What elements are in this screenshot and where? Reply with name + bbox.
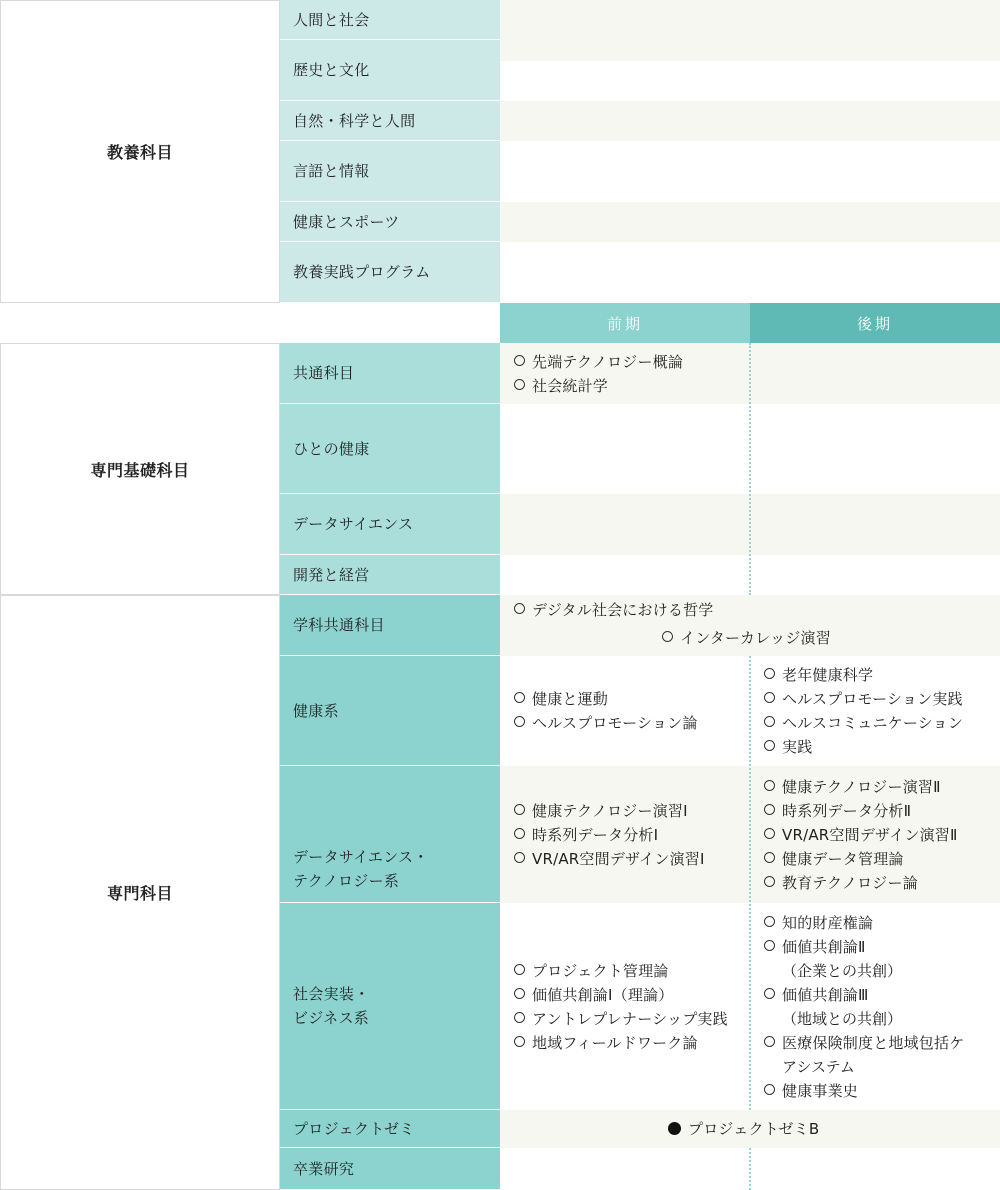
column-header-kouki [750,303,1000,343]
course-item: 時系列データ分析Ⅰ [512,823,748,847]
subject-shizen-kagaku [280,101,500,141]
column-divider [749,1148,751,1190]
column-header-label: 前期 [606,314,643,333]
column-divider [749,343,751,595]
content-row-bg [500,101,1000,141]
cell-kenko-zenki [512,656,748,766]
course-item: インターカレッジ演習 [660,626,880,650]
subject-label: 学科共通科目 [293,616,385,634]
subject-label: データサイエンス [293,515,414,533]
subject-label: 卒業研究 [293,1159,355,1178]
column-header-label: 後期 [856,314,893,333]
subject-label: 開発と経営 [293,565,370,584]
subject-label: 教養実践プログラム [293,263,431,281]
group-senmon-label: 専門科目 [106,884,173,903]
subject-label: 歴史と文化 [293,61,370,79]
cell-kenko-kouki [762,656,998,766]
group-senmon [0,595,280,1190]
course-item: 価値共創論Ⅰ（理論） [512,983,748,1007]
course-item: ヘルスコミュニケーション [762,711,998,735]
subject-label: 健康とスポーツ [293,212,400,231]
course-item-continued: （企業との共創） [782,961,903,980]
cell-shakai-kouki [762,903,998,1110]
column-divider [749,656,751,1110]
course-item-continued: 実践 [762,735,998,759]
cell-data-zenki [512,766,748,903]
subject-hito-kenko [280,404,500,494]
group-senmon-kiso [0,343,280,595]
cell-gakka-zenki [512,598,748,622]
course-item: アントレプレナーシップ実践 [512,1007,748,1031]
cell-shakai-zenki [512,903,748,1110]
course-item: 健康と運動 [512,687,748,711]
subject-label: 共通科目 [293,364,355,382]
group-kyoyo [0,0,280,303]
course-item-continued: アシステム [782,1057,855,1076]
subject-label: 人間と社会 [293,10,370,29]
subject-kenko-kei [280,656,500,766]
cell-zemi-span [668,1117,888,1141]
subject-label: 社会実装・ ビジネス系 [293,985,370,1027]
course-item-continued: （地域との共創） [782,1009,903,1028]
subject-label: 言語と情報 [293,162,370,180]
content-row-bg [500,0,1000,61]
subject-kenko-sports [280,202,500,242]
course-item: VR/AR空間デザイン演習Ⅰ [512,847,748,871]
subject-kaihatsu-keiei [280,555,500,595]
subject-ningen-shakai [280,0,500,40]
subject-label: 自然・科学と人間 [293,111,416,130]
column-header-zenki [500,303,750,343]
course-item: ヘルスプロモーション論 [512,711,748,735]
subject-label: ひとの健康 [293,439,370,458]
course-item: 健康テクノロジー演習Ⅱ [762,775,998,799]
subject-rekishi-bunka [280,40,500,101]
course-item: 地域フィールドワーク論 [512,1031,748,1055]
course-item-required: プロジェクトゼミB [668,1117,888,1141]
cell-gakka-span [660,626,880,650]
subject-label: データサイエンス・ テクノロジー系 [293,848,429,890]
course-item: デジタル社会における哲学 [512,598,748,622]
group-kyoyo-label: 教養科目 [106,143,173,162]
course-item: 医療保険制度と地域包括ケ [762,1031,998,1055]
course-item: 教育テクノロジー論 [762,871,998,895]
subject-data-science [280,494,500,555]
cell-data-kouki [762,766,998,903]
course-item: 価値共創論Ⅱ [762,935,998,959]
course-item: 先端テクノロジー概論 [512,350,748,374]
course-item: プロジェクト管理論 [512,959,748,983]
course-item: 健康事業史 [762,1079,998,1103]
course-item: VR/AR空間デザイン演習Ⅱ [762,823,998,847]
subject-label: プロジェクトゼミ [293,1119,415,1138]
course-item: 健康テクノロジー演習Ⅰ [512,799,748,823]
course-item: 社会統計学 [512,374,748,398]
content-row-bg [500,202,1000,242]
subject-gengo-joho [280,141,500,202]
subject-label: 健康系 [293,701,339,720]
subject-project-zemi [280,1110,500,1148]
course-item: 時系列データ分析Ⅱ [762,799,998,823]
subject-kyoyo-jissen [280,242,500,303]
course-item: 価値共創論Ⅲ [762,983,998,1007]
cell-kyotsu-zenki [512,350,748,398]
course-item: 健康データ管理論 [762,847,998,871]
course-item: ヘルスプロモーション実践 [762,687,998,711]
subject-kyotsu [280,343,500,404]
subject-sotsugyo-kenkyu [280,1148,500,1190]
subject-gakka-kyotsu [280,595,500,656]
course-item: 老年健康科学 [762,663,998,687]
course-item: 知的財産権論 [762,911,998,935]
subject-data-tech-kei [280,766,500,903]
group-senmon-kiso-label: 専門基礎科目 [90,460,190,480]
subject-shakai-business-kei [280,903,500,1110]
